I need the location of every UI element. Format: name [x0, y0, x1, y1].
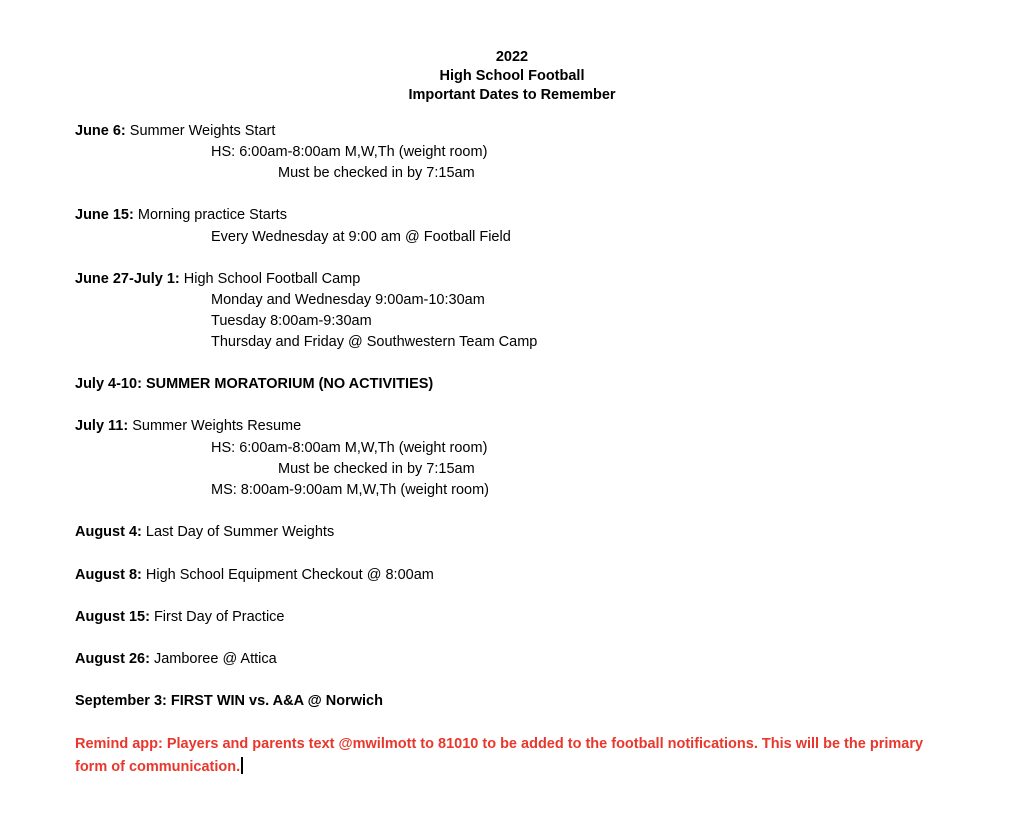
entry-detail: Must be checked in by 7:15am	[278, 165, 475, 181]
entry-detail: Must be checked in by 7:15am	[278, 461, 475, 477]
entry-text: First Day of Practice	[153, 609, 285, 625]
notice-text: form of communication.	[75, 759, 241, 775]
entry-detail: Monday and Wednesday 9:00am-10:30am	[211, 292, 485, 308]
entry-text: Last Day of Summer Weights	[145, 524, 335, 540]
list-item	[75, 271, 360, 287]
list-item	[75, 567, 434, 583]
list-item	[75, 651, 277, 667]
entry-detail: Tuesday 8:00am-9:30am	[211, 313, 372, 329]
list-item	[75, 609, 284, 625]
entry-text: FIRST WIN vs. A&A @ Norwich	[170, 693, 383, 709]
list-item	[75, 207, 287, 223]
entry-date: July 11:	[75, 418, 129, 434]
entry-text: High School Equipment Checkout @ 8:00am	[145, 567, 434, 583]
entry-date: June 27-July 1:	[75, 271, 180, 287]
entry-detail: Thursday and Friday @ Southwestern Team Camp	[211, 334, 538, 350]
list-item	[75, 524, 334, 540]
list-item	[75, 418, 301, 434]
entry-text: High School Football Camp	[183, 271, 361, 287]
entry-date: July 4-10:	[75, 376, 142, 392]
list-item	[75, 693, 383, 709]
entry-date: August 4:	[75, 524, 142, 540]
entry-date: August 15:	[75, 609, 150, 625]
remind-app-notice: Remind app: Players and parents text @mwilmott to 81010 to be added to the football notifications. This will be the primary	[75, 736, 924, 752]
entry-date: August 26:	[75, 651, 150, 667]
text-cursor	[241, 757, 243, 774]
document-year: 2022	[495, 49, 529, 65]
entry-text: Jamboree @ Attica	[153, 651, 277, 667]
document-title: High School Football	[439, 68, 585, 84]
entry-date: September 3:	[75, 693, 167, 709]
document-subtitle: Important Dates to Remember	[408, 87, 616, 103]
entry-date: June 6:	[75, 123, 126, 139]
entry-detail: MS: 8:00am-9:00am M,W,Th (weight room)	[211, 482, 489, 498]
entry-text: Morning practice Starts	[137, 207, 287, 223]
list-item	[75, 376, 433, 392]
remind-app-notice-continued[interactable]	[75, 757, 243, 775]
entry-detail: HS: 6:00am-8:00am M,W,Th (weight room)	[211, 440, 488, 456]
entry-date: August 8:	[75, 567, 142, 583]
entry-text: Summer Weights Resume	[132, 418, 302, 434]
entry-detail: HS: 6:00am-8:00am M,W,Th (weight room)	[211, 144, 488, 160]
list-item	[75, 123, 275, 139]
entry-text: SUMMER MORATORIUM (NO ACTIVITIES)	[145, 376, 434, 392]
entry-detail: Every Wednesday at 9:00 am @ Football Field	[211, 229, 511, 245]
entry-text: Summer Weights Start	[129, 123, 276, 139]
entry-date: June 15:	[75, 207, 134, 223]
